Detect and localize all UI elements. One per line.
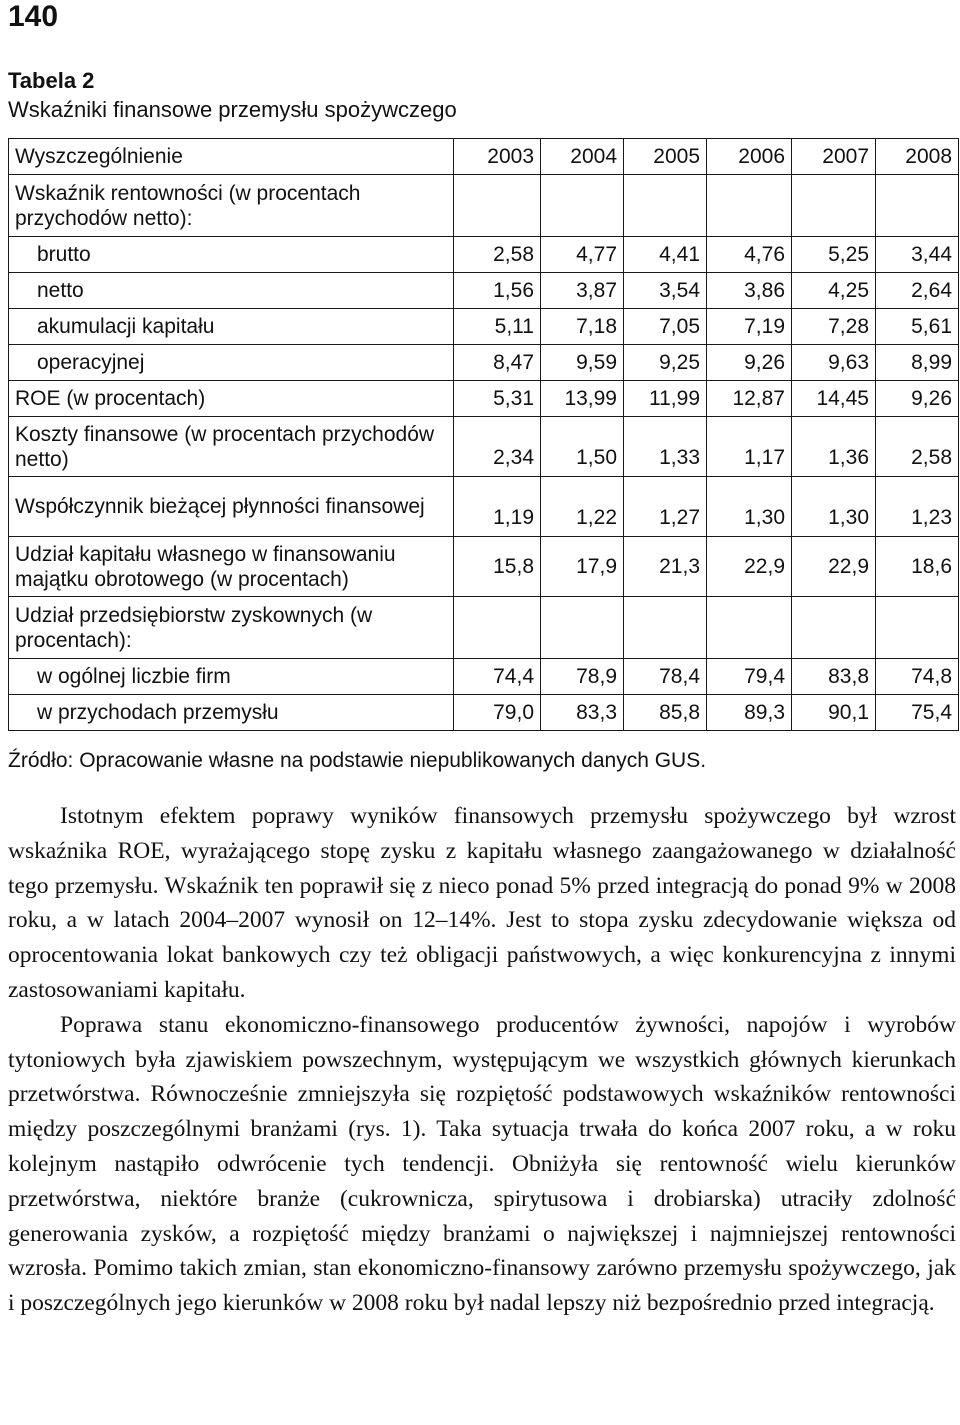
table-cell: 9,63 xyxy=(792,345,876,381)
page-number: 140 xyxy=(8,0,59,33)
row-label: Współczynnik bieżącej płynności finansowej xyxy=(9,477,454,537)
column-header: 2008 xyxy=(876,139,959,175)
row-label: w ogólnej liczbie firm xyxy=(9,659,454,695)
body-text xyxy=(8,799,956,1321)
table-cell: 3,86 xyxy=(707,273,792,309)
table-cell: 4,25 xyxy=(792,273,876,309)
table-cell: 1,27 xyxy=(624,477,707,537)
table-cell: 22,9 xyxy=(707,537,792,597)
table-cell: 1,19 xyxy=(454,477,541,537)
paragraph: Istotnym efektem poprawy wyników finansowych przemysłu spożywczego był wzrost wskaźnika ROE, wyrażającego stopę zysku z kapitału własnego zaangażowanego w działalność tego przemysłu. Wskaźnik ten poprawił się z nieco ponad 5% przed integracją do ponad 9% w 2008 roku, a w latach 2004–2007 wynosił on 12–14%. Jest to stopa zysku zdecydowanie większa od oprocentowania lokat bankowych czy też obligacji państwowych, a więc konkurencyjna z innymi zastosowaniami kapitału. xyxy=(8,803,956,1003)
table-cell: 1,17 xyxy=(707,417,792,477)
row-label: akumulacji kapitału xyxy=(9,309,454,345)
table-title: Wskaźniki finansowe przemysłu spożywczego xyxy=(8,97,457,122)
table-cell: 3,87 xyxy=(541,273,624,309)
table-cell: 1,56 xyxy=(454,273,541,309)
table-row xyxy=(9,345,959,381)
table-source-note: Źródło: Opracowanie własne na podstawie niepublikowanych danych GUS. xyxy=(8,749,707,772)
table-cell: 1,50 xyxy=(541,417,624,477)
table-cell: 21,3 xyxy=(624,537,707,597)
table-row xyxy=(9,381,959,417)
table-row xyxy=(9,309,959,345)
table-cell: 5,25 xyxy=(792,237,876,273)
table-cell: 7,19 xyxy=(707,309,792,345)
table-cell: 75,4 xyxy=(876,695,959,731)
table-cell: 2,64 xyxy=(876,273,959,309)
table-cell: 1,30 xyxy=(707,477,792,537)
table-cell: 90,1 xyxy=(792,695,876,731)
row-label: operacyjnej xyxy=(9,345,454,381)
table-cell: 22,9 xyxy=(792,537,876,597)
table-cell: 8,99 xyxy=(876,345,959,381)
table-cell: 89,3 xyxy=(707,695,792,731)
table-cell: 12,87 xyxy=(707,381,792,417)
row-label: w przychodach przemysłu xyxy=(9,695,454,731)
table-cell: 9,25 xyxy=(624,345,707,381)
table-cell: 1,36 xyxy=(792,417,876,477)
table-cell: 15,8 xyxy=(454,537,541,597)
table-cell: 79,4 xyxy=(707,659,792,695)
column-header: Wyszczególnienie xyxy=(9,139,454,175)
financial-indicators-table xyxy=(8,138,959,731)
table-cell: 4,77 xyxy=(541,237,624,273)
table-cell: 78,9 xyxy=(541,659,624,695)
table-cell: 7,28 xyxy=(792,309,876,345)
table-cell: 83,3 xyxy=(541,695,624,731)
table-cell: 1,30 xyxy=(792,477,876,537)
table-row xyxy=(9,273,959,309)
table-cell: 13,99 xyxy=(541,381,624,417)
table-row xyxy=(9,695,959,731)
table-row xyxy=(9,175,959,237)
table-cell: 17,9 xyxy=(541,537,624,597)
table-header-row xyxy=(9,139,959,175)
column-header: 2004 xyxy=(541,139,624,175)
table-row xyxy=(9,417,959,477)
table-label: Tabela 2 xyxy=(8,68,95,93)
column-header: 2003 xyxy=(454,139,541,175)
table-cell: 85,8 xyxy=(624,695,707,731)
table-cell: 8,47 xyxy=(454,345,541,381)
column-header: 2006 xyxy=(707,139,792,175)
table-cell: 83,8 xyxy=(792,659,876,695)
table-cell: 74,4 xyxy=(454,659,541,695)
table-row xyxy=(9,477,959,537)
table-cell: 7,18 xyxy=(541,309,624,345)
table-cell: 9,26 xyxy=(876,381,959,417)
table-cell: 5,11 xyxy=(454,309,541,345)
table-row xyxy=(9,237,959,273)
table-cell: 79,0 xyxy=(454,695,541,731)
table-cell: 18,6 xyxy=(876,537,959,597)
row-label: ROE (w procentach) xyxy=(9,381,454,417)
row-label: netto xyxy=(9,273,454,309)
paragraph: Poprawa stanu ekonomiczno-finansowego producentów żywności, napojów i wyrobów tytoniowych była zjawiskiem powszechnym, występującym we wszystkich głównych kierunkach przetwórstwa. Równocześnie zmniejszyła się rozpiętość podstawowych wskaźników rentowności między poszczególnymi branżami (rys. 1). Taka sytuacja trwała do końca 2007 roku, a w roku kolejnym nastąpiło odwrócenie tych tendencji. Obniżyła się rentowność wielu kierunków przetwórstwa, niektóre branże (cukrownicza, spirytusowa i drobiarska) utraciły zdolność generowania zysków, a rozpiętość między branżami o największej i najmniejszej rentowności wzrosła. Pomimo takich zmian, stan ekonomiczno-finansowy zarówno przemysłu spożywczego, jak i poszczególnych jego kierunków w 2008 roku był nadal lepszy niż bezpośrednio przed integracją. xyxy=(8,1011,956,1317)
table-cell: 9,26 xyxy=(707,345,792,381)
row-label: Koszty finansowe (w procentach przychodów netto) xyxy=(9,417,454,477)
table-cell: 3,54 xyxy=(624,273,707,309)
table-cell: 2,58 xyxy=(454,237,541,273)
table-cell: 78,4 xyxy=(624,659,707,695)
table-cell: 11,99 xyxy=(624,381,707,417)
row-label: Udział przedsiębiorstw zyskownych (w procentach): xyxy=(9,597,454,659)
column-header: 2005 xyxy=(624,139,707,175)
table-cell: 4,41 xyxy=(624,237,707,273)
table-cell: 3,44 xyxy=(876,237,959,273)
table-cell: 5,61 xyxy=(876,309,959,345)
column-header: 2007 xyxy=(792,139,876,175)
table-cell: 5,31 xyxy=(454,381,541,417)
table-cell: 1,22 xyxy=(541,477,624,537)
table-row xyxy=(9,537,959,597)
table-row xyxy=(9,597,959,659)
table-cell: 2,58 xyxy=(876,417,959,477)
row-label: Wskaźnik rentowności (w procentach przychodów netto): xyxy=(9,175,454,237)
table-cell: 7,05 xyxy=(624,309,707,345)
table-cell: 1,33 xyxy=(624,417,707,477)
table-row xyxy=(9,659,959,695)
row-label: brutto xyxy=(9,237,454,273)
table-cell: 1,23 xyxy=(876,477,959,537)
table-cell: 2,34 xyxy=(454,417,541,477)
table-cell: 9,59 xyxy=(541,345,624,381)
table-cell: 14,45 xyxy=(792,381,876,417)
table-cell: 74,8 xyxy=(876,659,959,695)
row-label: Udział kapitału własnego w finansowaniu majątku obrotowego (w procentach) xyxy=(9,537,454,597)
table-cell: 4,76 xyxy=(707,237,792,273)
